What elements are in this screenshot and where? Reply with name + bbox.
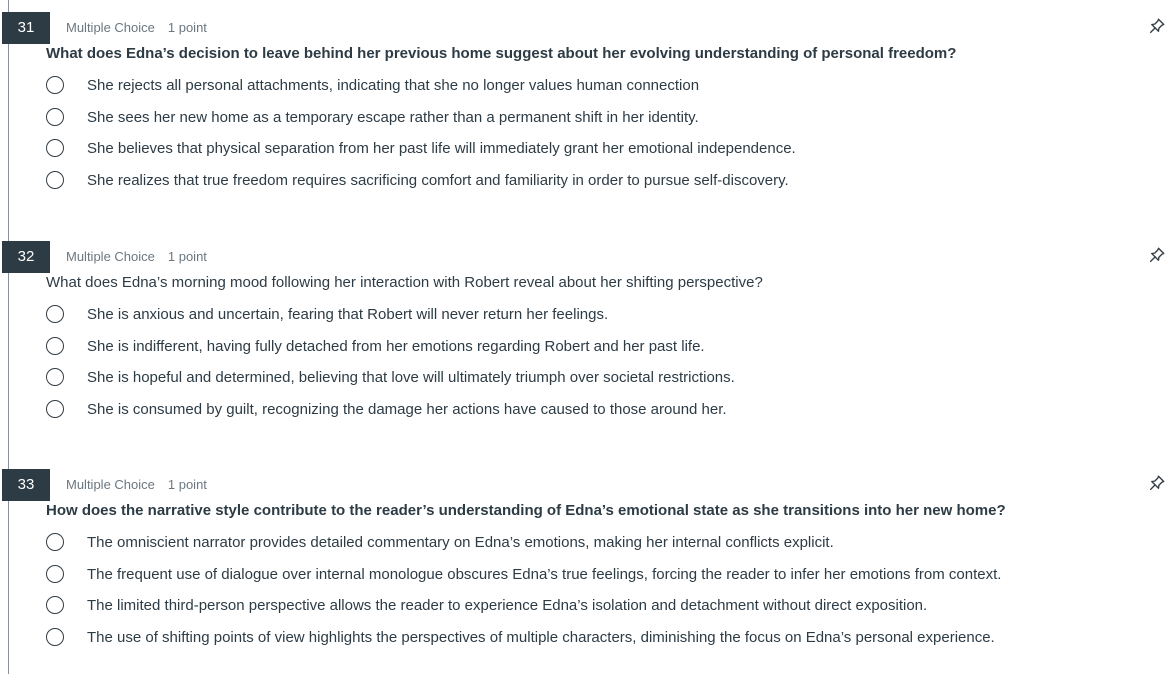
question-text: What does Edna’s decision to leave behind her previous home suggest about her evolving understanding of personal freedom? <box>46 45 957 62</box>
answer-radio[interactable] <box>46 139 64 157</box>
answer-radio[interactable] <box>46 171 64 189</box>
question-type: Multiple Choice <box>66 249 155 264</box>
answer-label[interactable]: She is hopeful and determined, believing that love will ultimately triumph over societal restrictions. <box>87 369 735 387</box>
question-type: Multiple Choice <box>66 20 155 35</box>
answer-label[interactable]: She realizes that true freedom requires sacrificing comfort and familiarity in order to pursue self-discovery. <box>87 172 789 190</box>
answer-radio[interactable] <box>46 76 64 94</box>
answer-radio[interactable] <box>46 368 64 386</box>
question-text: What does Edna’s morning mood following her interaction with Robert reveal about her shifting perspective? <box>46 274 763 291</box>
question-meta <box>66 20 207 35</box>
answer-radio[interactable] <box>46 596 64 614</box>
answer-label[interactable]: She is consumed by guilt, recognizing the damage her actions have caused to those around her. <box>87 401 727 419</box>
question-32 <box>0 229 1170 449</box>
answer-label[interactable]: The omniscient narrator provides detailed commentary on Edna’s emotions, making her internal conflicts explicit. <box>87 534 834 551</box>
question-points: 1 point <box>167 249 207 264</box>
question-points: 1 point <box>167 20 207 35</box>
answer-label[interactable]: The use of shifting points of view highlights the perspectives of multiple characters, diminishing the focus on Edna’s personal experience. <box>87 629 995 647</box>
answer-label[interactable]: She sees her new home as a temporary escape rather than a permanent shift in her identity. <box>87 108 699 126</box>
answer-radio[interactable] <box>46 305 64 323</box>
question-meta <box>66 249 207 264</box>
question-type: Multiple Choice <box>66 477 155 492</box>
question-33 <box>0 457 1170 677</box>
pin-icon[interactable] <box>1148 17 1166 35</box>
answer-label[interactable]: She is anxious and uncertain, fearing that Robert will never return her feelings. <box>87 306 609 323</box>
answer-label[interactable]: She rejects all personal attachments, indicating that she no longer values human connection <box>87 77 700 94</box>
answer-radio[interactable] <box>46 565 64 583</box>
question-number: 33 <box>2 469 50 501</box>
answer-radio[interactable] <box>46 628 64 646</box>
pin-icon[interactable] <box>1148 246 1166 264</box>
answer-label[interactable]: The frequent use of dialogue over internal monologue obscures Edna’s true feelings, forcing the reader to infer her emotions from context. <box>87 565 1002 583</box>
question-31 <box>0 0 1170 220</box>
question-meta <box>66 477 207 492</box>
pin-icon[interactable] <box>1148 474 1166 492</box>
question-text: How does the narrative style contribute to the reader’s understanding of Edna’s emotional state as she transitions into her new home? <box>46 502 1006 519</box>
answer-radio[interactable] <box>46 400 64 418</box>
answer-label[interactable]: She is indifferent, having fully detached from her emotions regarding Robert and her past life. <box>87 337 705 355</box>
question-number: 32 <box>2 241 50 273</box>
question-number: 31 <box>2 12 50 44</box>
answer-radio[interactable] <box>46 337 64 355</box>
answer-radio[interactable] <box>46 108 64 126</box>
answer-label[interactable]: The limited third-person perspective allows the reader to experience Edna’s isolation and detachment without direct exposition. <box>87 597 928 615</box>
question-points: 1 point <box>167 477 207 492</box>
answer-radio[interactable] <box>46 533 64 551</box>
answer-label[interactable]: She believes that physical separation from her past life will immediately grant her emotional independence. <box>87 140 796 158</box>
